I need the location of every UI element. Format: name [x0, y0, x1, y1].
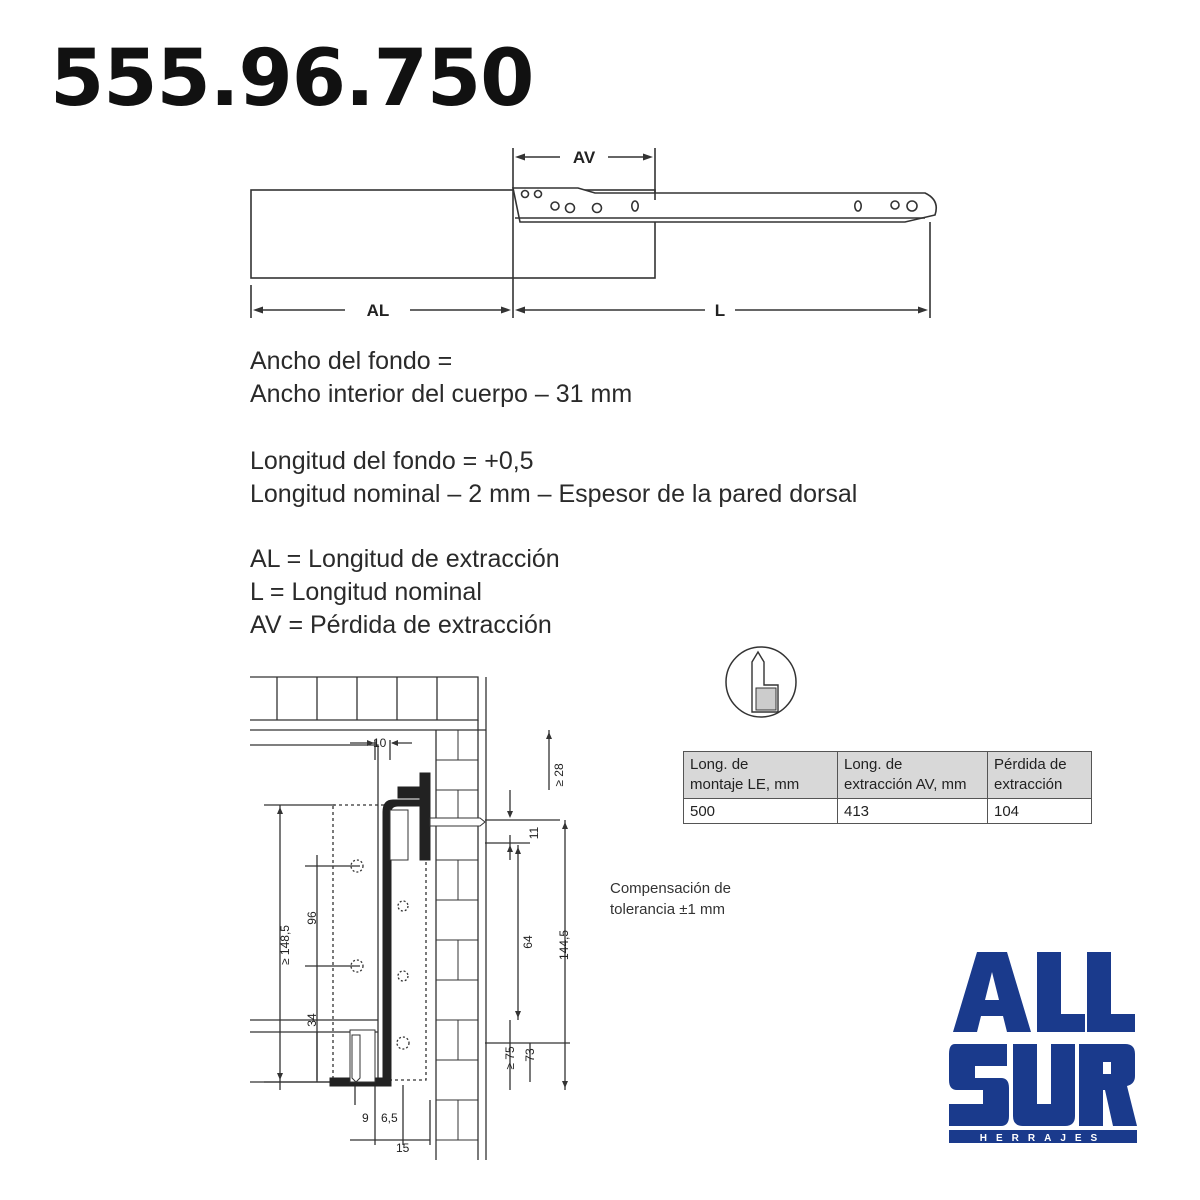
av-dimension-label: AV	[572, 148, 596, 167]
logo-letter-l2	[1087, 952, 1135, 1032]
width-formula-line1: Ancho del fondo =	[250, 347, 453, 375]
mounting-type-icon	[726, 647, 796, 717]
dim-10: 10	[373, 736, 387, 750]
logo-letter-u	[1013, 1044, 1075, 1126]
col-header-perdida: Pérdida de extracción	[988, 752, 1092, 799]
logo-letter-r	[1079, 1044, 1137, 1126]
legend-l: L = Longitud nominal	[250, 578, 482, 606]
spec-table	[683, 751, 1092, 824]
allsur-logo	[945, 950, 1140, 1165]
legend-al: AL = Longitud de extracción	[250, 545, 560, 573]
cell-montaje: 500	[684, 799, 838, 824]
tolerance-note-line2: tolerancia ±1 mm	[610, 901, 725, 918]
dim-148-5: ≥ 148,5	[278, 925, 292, 965]
dim-75: ≥ 75	[503, 1046, 517, 1070]
dim-9: 9	[362, 1111, 369, 1125]
tolerance-note-line1: Compensación de	[610, 880, 731, 897]
logo-tagline: HERRAJES	[979, 1133, 1107, 1144]
col-header-montaje: Long. de montaje LE, mm	[684, 752, 838, 799]
col-header-extraccion: Long. de extracción AV, mm	[838, 752, 988, 799]
tolerance-note	[610, 878, 731, 920]
dim-96: 96	[305, 911, 319, 925]
cell-perdida: 104	[988, 799, 1092, 824]
dim-15: 15	[396, 1141, 410, 1155]
cell-extraccion: 413	[838, 799, 988, 824]
dim-34: 34	[305, 1013, 319, 1027]
logo-letter-s	[949, 1044, 1009, 1126]
legend-av: AV = Pérdida de extracción	[250, 611, 552, 639]
length-formula-line1: Longitud del fondo = +0,5	[250, 447, 534, 475]
table-row	[684, 799, 1092, 824]
dim-6-5: 6,5	[381, 1111, 398, 1125]
width-formula-line2: Ancho interior del cuerpo – 31 mm	[250, 380, 633, 408]
dim-144-5: 144,5	[557, 929, 571, 961]
l-dimension-label: L	[714, 301, 726, 320]
length-formula-line2: Longitud nominal – 2 mm – Espesor de la pared dorsal	[250, 480, 858, 508]
dim-73: 73	[523, 1048, 537, 1062]
logo-letter-l1	[1037, 952, 1085, 1032]
dim-64: 64	[521, 935, 535, 949]
product-code: 555.96.750	[50, 34, 534, 124]
logo-letter-a	[953, 952, 1031, 1032]
dim-28: ≥ 28	[552, 763, 566, 787]
dim-11: 11	[527, 826, 541, 840]
al-dimension-label: AL	[366, 301, 390, 320]
